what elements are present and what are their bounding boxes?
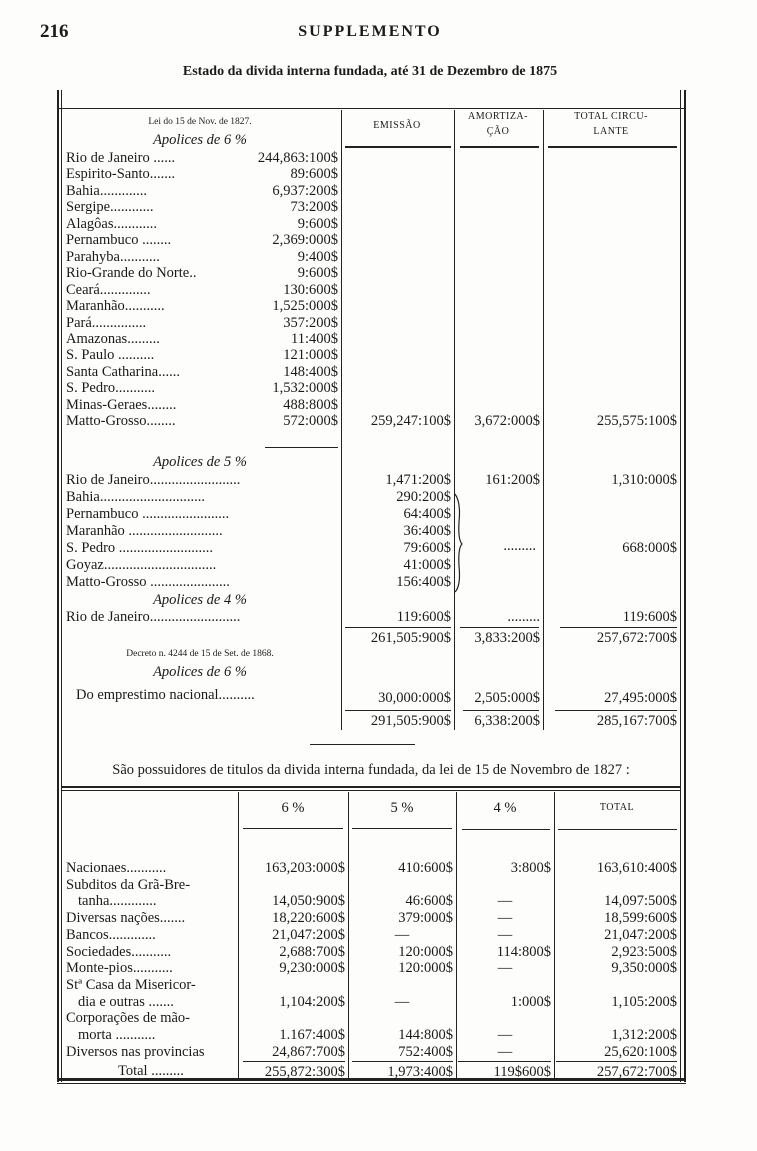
row-label: Diversas nações....... (66, 910, 186, 927)
column-header: 5 % (390, 800, 414, 816)
cell-value: 120:000$ (398, 943, 453, 960)
section-separator (310, 744, 415, 745)
rule-line (352, 1061, 453, 1062)
cell-value: 410:600$ (398, 860, 453, 876)
column-header: TOTAL (599, 802, 635, 813)
total-value: 255,575:100$ (596, 413, 677, 430)
row-label: Pernambuco ........................ (66, 506, 230, 522)
row-value: 1,525:000$ (272, 298, 338, 315)
row-label: Parahyba........... (66, 248, 160, 265)
total-value: 119$600$ (493, 1064, 551, 1080)
row-label: Corporações de mão- (66, 1010, 191, 1027)
cell-value: 14,050:900$ (272, 893, 345, 910)
column-header-amortizacao: ÇÃO (486, 126, 510, 137)
subtotal-total: 257,672:700$ (596, 630, 677, 646)
row-label: Diversos nas provincias (66, 1043, 205, 1060)
subtotal-emissao: 261,505:900$ (370, 630, 451, 646)
empty-cell-dash: — (497, 893, 513, 910)
row-label: Rio de Janeiro ...... (66, 150, 176, 166)
rule-line (558, 829, 677, 830)
frame-right-inner (680, 90, 681, 1082)
rule-line (548, 146, 677, 148)
total-value: 1,973:400$ (387, 1064, 453, 1080)
section-heading-4: Apolices de 4 % (153, 592, 247, 608)
cell-value: 24,867:700$ (272, 1043, 345, 1060)
rule-line (265, 447, 338, 448)
row-label: Bahia............................. (66, 489, 205, 505)
amortizacao-value: 161:200$ (485, 472, 540, 488)
total-value: 257,672:700$ (596, 1064, 677, 1080)
row-label: Bahia............. (66, 182, 147, 199)
column-header-amortizacao: AMORTIZA- (467, 111, 528, 122)
row-label: Subditos da Grã-Bre- (66, 876, 191, 893)
cell-value: 2,688:700$ (279, 943, 345, 960)
cell-value: 120:000$ (398, 960, 453, 977)
cell-value: 144:800$ (398, 1027, 453, 1043)
empty-cell-dash: — (497, 960, 513, 977)
row-value: 73:200$ (290, 199, 338, 216)
row-label: Maranhão .......................... (66, 523, 223, 539)
amortizacao-value: ......... (507, 609, 540, 625)
rule-line (460, 627, 539, 628)
row-label: dia e outras ....... (78, 993, 174, 1010)
emissao-value: 156:400$ (396, 574, 451, 590)
total-value: 668:000$ (622, 540, 677, 556)
row-label: S. Paulo .......... (66, 347, 155, 364)
row-value: 9:400$ (297, 248, 338, 265)
cell-value: 1,312:200$ (611, 1027, 677, 1043)
empty-cell-dash: — (497, 926, 513, 943)
amortizacao-value: ......... (503, 538, 536, 554)
section-heading-decree: Apolices de 6 % (153, 664, 247, 680)
emissao-value: 41:000$ (403, 557, 451, 573)
section-heading-5: Apolices de 5 % (153, 454, 247, 470)
row-label: Santa Catharina...... (66, 363, 180, 380)
row-label: Rio-Grande do Norte.. (66, 265, 197, 282)
rule-line (352, 828, 452, 829)
row-label: S. Pedro........... (66, 380, 156, 397)
rule-line (458, 1061, 551, 1062)
row-value: 130:600$ (283, 281, 338, 298)
total-value: 27,495:000$ (604, 690, 677, 706)
row-value: 121:000$ (283, 347, 338, 364)
row-value: 11:400$ (291, 330, 338, 347)
column-header: 6 % (281, 800, 305, 816)
row-label: Monte-pios........... (66, 960, 173, 977)
emissao-value: 259,247:100$ (370, 413, 451, 430)
rule-line (61, 790, 681, 791)
emissao-value: 1,471:200$ (385, 472, 451, 488)
row-value: 89:600$ (290, 166, 338, 183)
cell-value: 46:600$ (405, 893, 453, 910)
cell-value: 18,220:600$ (272, 910, 345, 927)
cell-value: 9,230:000$ (279, 960, 345, 977)
row-value: 148:400$ (283, 363, 338, 380)
total-value: 1,310:000$ (611, 472, 677, 488)
rule-line (345, 627, 451, 628)
total-value: 255,872:300$ (264, 1064, 345, 1080)
cell-value: 1:000$ (510, 993, 551, 1010)
table-title: Estado da divida interna fundada, até 31 de Dezembro de 1875 (182, 64, 558, 79)
row-value: 357:200$ (283, 314, 338, 331)
row-label: morta ........... (78, 1027, 156, 1043)
rule-line (243, 828, 343, 829)
grand-total-emissao: 291,505:900$ (370, 713, 451, 729)
row-label: Goyaz............................... (66, 557, 217, 573)
row-value: 488:800$ (283, 396, 338, 413)
cell-value: 21,047:200$ (604, 926, 677, 943)
column-header: 4 % (493, 800, 517, 816)
row-label: tanha............. (78, 893, 157, 910)
emissao-value: 79:600$ (403, 540, 451, 556)
frame-left (57, 90, 59, 1082)
row-label: Rio de Janeiro......................... (66, 472, 241, 488)
cell-value: 9,350:000$ (611, 960, 677, 977)
section-heading-6: Apolices de 6 % (153, 132, 247, 148)
rule-line (462, 829, 550, 830)
total-value: 119:600$ (622, 609, 677, 625)
row-value: 572:000$ (283, 413, 338, 430)
grand-total-total: 285,167:700$ (596, 713, 677, 729)
row-label: Ceará.............. (66, 281, 151, 298)
rule-line (555, 710, 677, 711)
cell-value: 14,097:500$ (604, 893, 677, 910)
cell-value: 25,620:100$ (604, 1043, 677, 1060)
row-value: 2,369:000$ (272, 232, 338, 249)
rule-line (463, 710, 539, 711)
row-label: Rio de Janeiro......................... (66, 609, 241, 625)
cell-value: 114:800$ (496, 943, 551, 960)
row-value: 9:600$ (297, 215, 338, 232)
row-value: 6,937:200$ (272, 182, 338, 199)
cell-value: 1,104:200$ (279, 993, 345, 1010)
frame-right (684, 90, 686, 1082)
rule-line (460, 146, 539, 148)
row-label: Alagôas............ (66, 215, 158, 232)
rule-line (345, 146, 451, 148)
rule-line (61, 786, 681, 788)
cell-value: 752:400$ (398, 1043, 453, 1060)
row-label: Stª Casa da Misericor- (66, 976, 196, 993)
row-value: 1,532:000$ (272, 380, 338, 397)
frame-left-inner (61, 90, 62, 1082)
row-label: Pernambuco ........ (66, 232, 172, 249)
row-label: S. Pedro .......................... (66, 540, 214, 556)
cell-value: 2,923:500$ (611, 943, 677, 960)
rule-line (243, 1061, 345, 1062)
row-label: Nacionaes........... (66, 860, 167, 876)
cell-value: 163,203:000$ (264, 860, 345, 876)
row-label: Espirito-Santo....... (66, 166, 176, 183)
rule-line (345, 710, 451, 711)
total-label: Total ......... (118, 1063, 184, 1079)
empty-cell-dash: — (497, 910, 513, 927)
column-header-emissao: EMISSÃO (373, 120, 421, 131)
table2-title: São possuidores de titulos da divida interna fundada, da lei de 15 de Novembro de 1827 : (112, 762, 630, 778)
cell-value: 3:800$ (510, 860, 551, 876)
empty-cell-dash: — (497, 1043, 513, 1060)
law-heading: Lei do 15 de Nov. de 1827. (148, 117, 252, 127)
cell-value: 379:000$ (398, 910, 453, 927)
column-header-total: TOTAL CIRCU- (574, 111, 648, 122)
frame-bottom-outer (57, 1083, 686, 1084)
rule-line (560, 627, 677, 628)
grand-total-amortizacao: 6,338:200$ (474, 713, 540, 729)
row-value: 9:600$ (297, 265, 338, 282)
empty-cell-dash: — (394, 926, 410, 943)
page-number: 216 (40, 21, 69, 42)
row-label: Matto-Grosso........ (66, 413, 176, 430)
rule-line (556, 1061, 677, 1062)
row-label: Sergipe............ (66, 199, 154, 216)
column-header-total: LANTE (593, 126, 629, 137)
row-label: Do emprestimo nacional.......... (76, 687, 255, 703)
emissao-value: 290:200$ (396, 489, 451, 505)
running-title: SUPPLEMENTO (298, 23, 442, 40)
subtotal-amortizacao: 3,833:200$ (474, 630, 540, 646)
row-label: Maranhão........... (66, 298, 165, 315)
row-label: Minas-Geraes........ (66, 396, 177, 413)
amortizacao-value: 3,672:000$ (474, 413, 540, 430)
row-label: Sociedades........... (66, 943, 172, 960)
emissao-value: 64:400$ (403, 506, 451, 522)
cell-value: 21,047:200$ (272, 926, 345, 943)
emissao-value: 30,000:000$ (378, 690, 451, 706)
cell-value: 1.167:400$ (279, 1027, 345, 1043)
emissao-value: 119:600$ (396, 609, 451, 625)
cell-value: 163,610:400$ (596, 860, 677, 876)
empty-cell-dash: — (394, 993, 410, 1010)
row-label: Matto-Grosso ...................... (66, 574, 230, 590)
amortizacao-value: 2,505:000$ (474, 690, 540, 706)
empty-cell-dash: — (497, 1027, 513, 1043)
cell-value: 1,105:200$ (611, 993, 677, 1010)
row-value: 244,863:100$ (257, 150, 338, 166)
decree-heading: Decreto n. 4244 de 15 de Set. de 1868. (126, 649, 274, 659)
row-label: Bancos............. (66, 926, 156, 943)
cell-value: 18,599:600$ (604, 910, 677, 927)
row-label: Amazonas......... (66, 330, 160, 347)
emissao-value: 36:400$ (403, 523, 451, 539)
row-label: Pará............... (66, 314, 147, 331)
